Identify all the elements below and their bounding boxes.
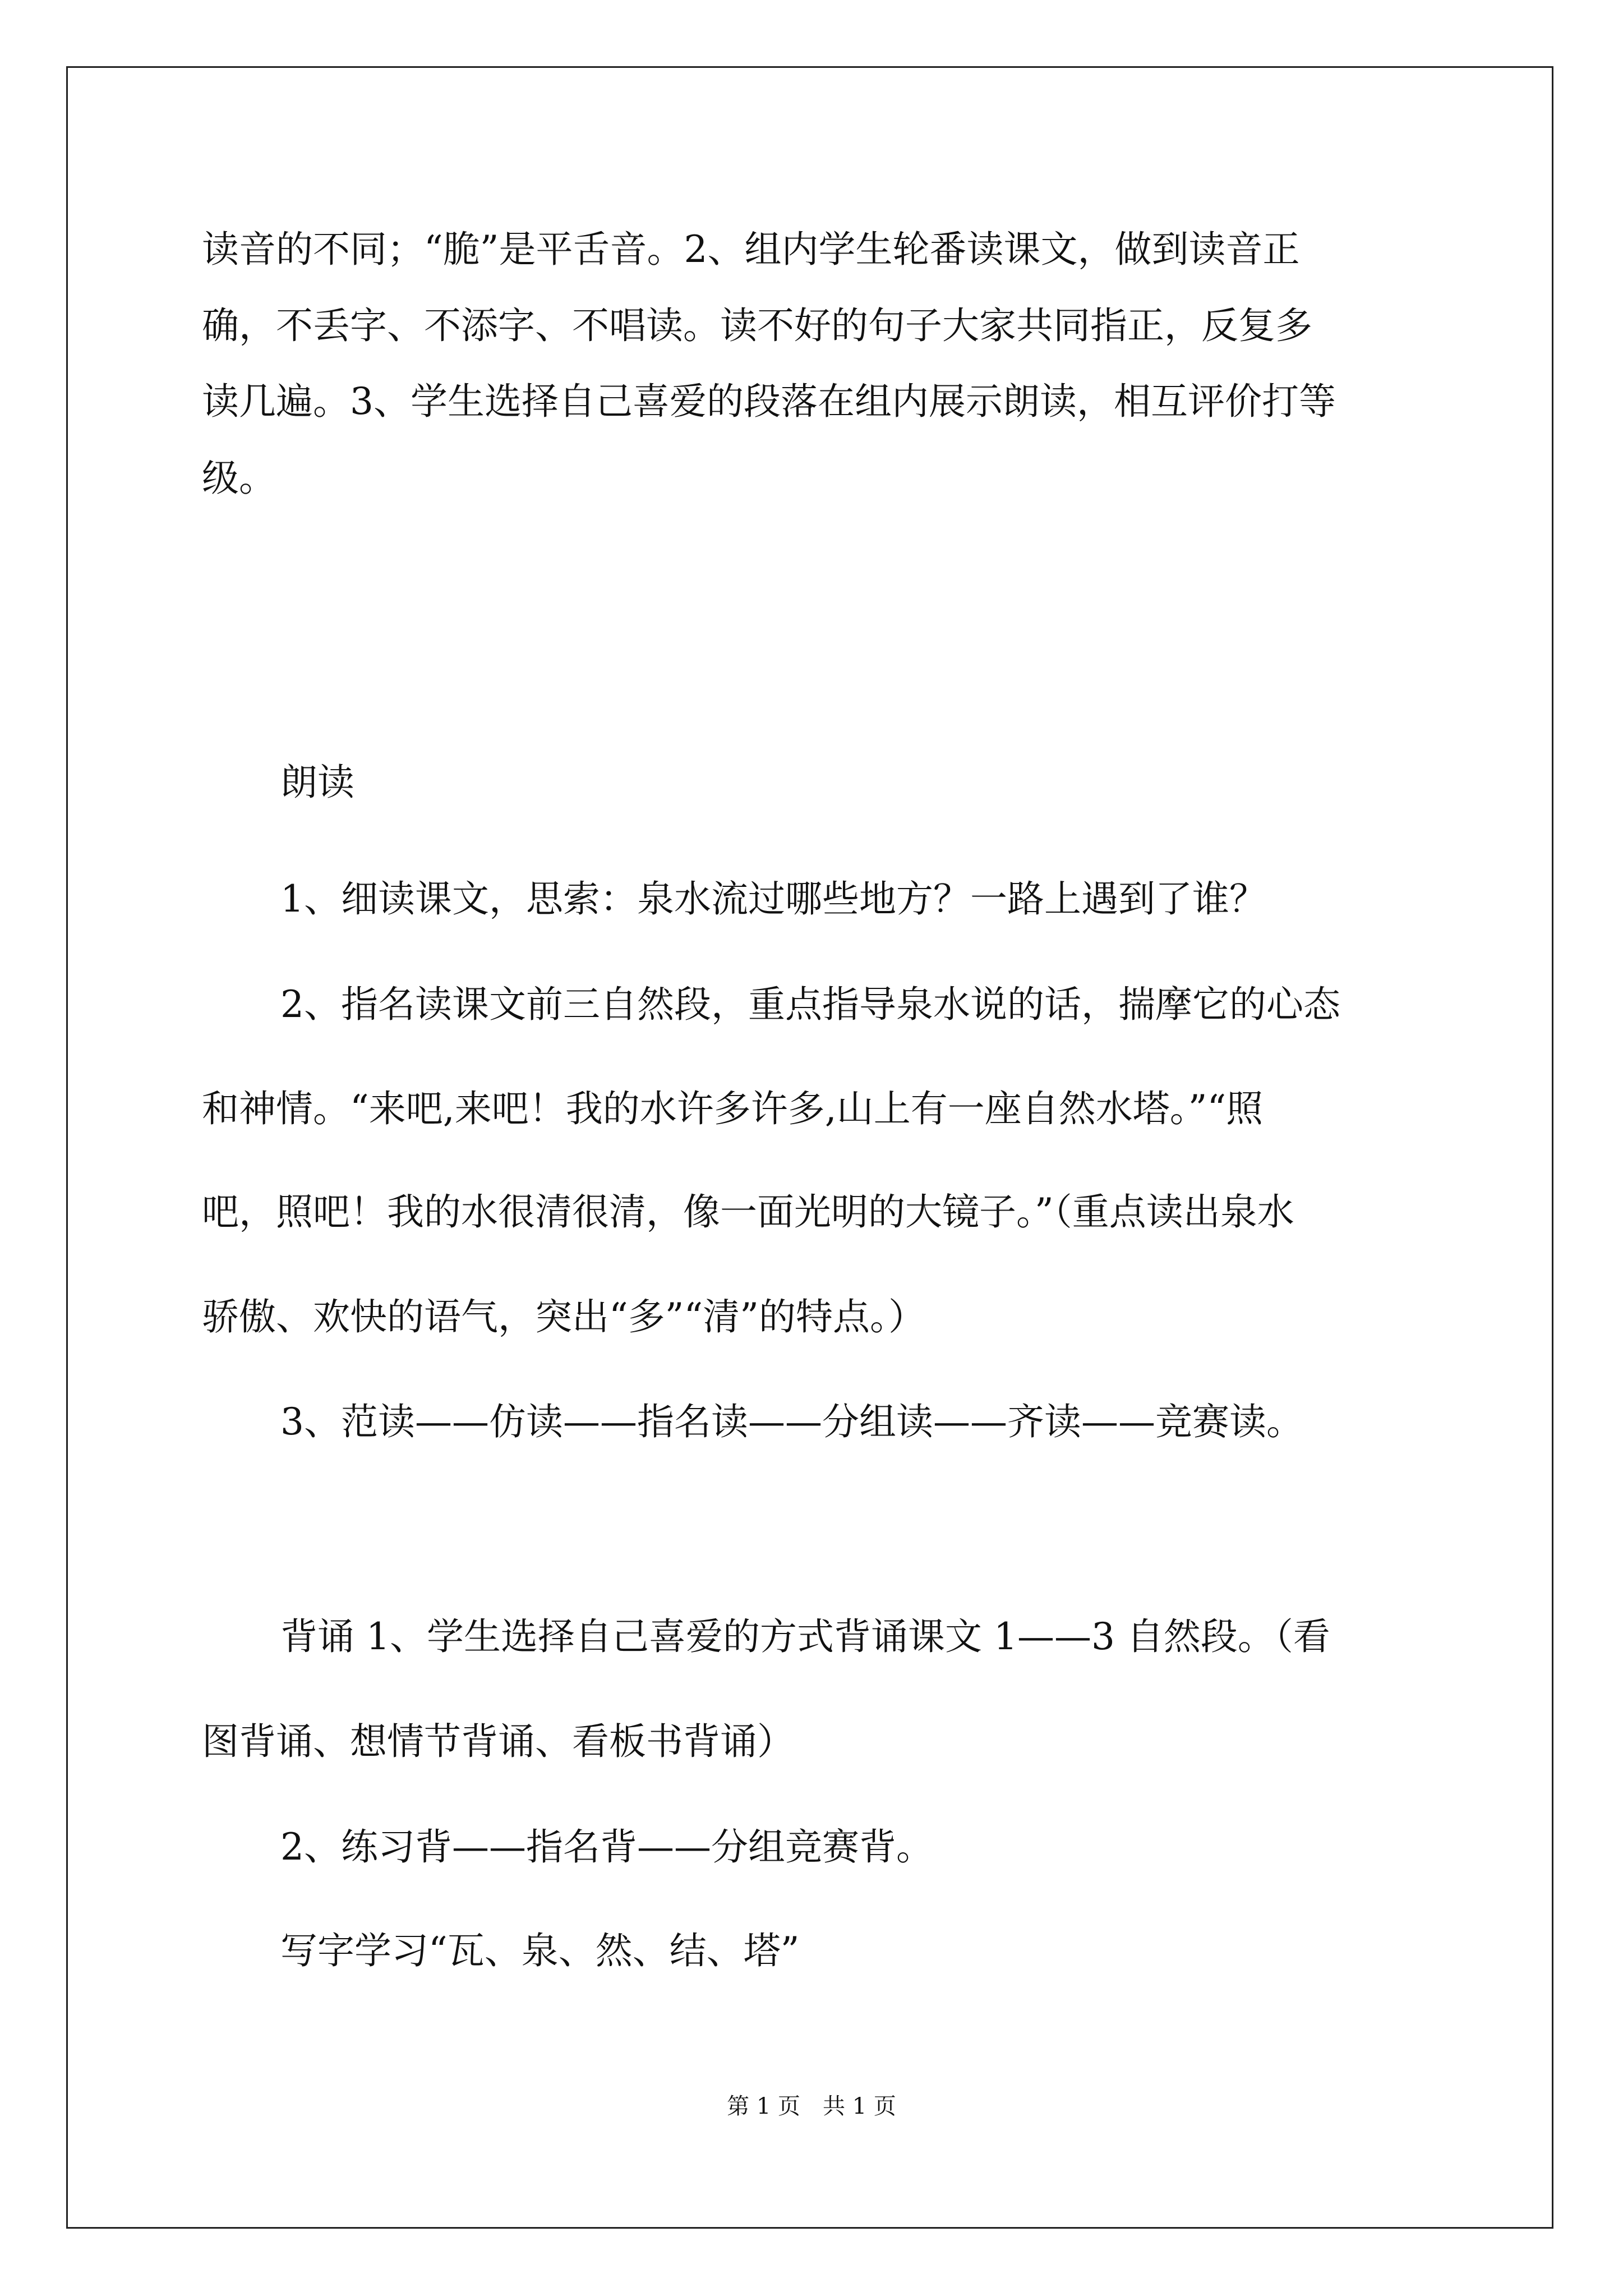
text-line: 写字学习“瓦、泉、然、结、塔” [280, 1929, 800, 1972]
text-line: 2、练习背——指名背——分组竞赛背。 [280, 1825, 933, 1869]
text-line: 2、指名读课文前三自然段，重点指导泉水说的话，揣摩它的心态 [280, 983, 1340, 1026]
text-line: 1、细读课文，思索：泉水流过哪些地方？一路上遇到了谁？ [280, 877, 1266, 921]
text-line: 和神情。“来吧,来吧！我的水许多许多,山上有一座自然水塔。”“照 [202, 1087, 1264, 1130]
page-footer: 第 1 页 共 1 页 [727, 2093, 896, 2119]
text-line: 吧，照吧！我的水很清很清，像一面光明的大镜子。”（重点读出泉水 [202, 1190, 1294, 1234]
section-heading: 朗读 [280, 761, 354, 804]
text-line: 背诵 1、学生选择自己喜爱的方式背诵课文 1——3 自然段。（看 [280, 1615, 1330, 1658]
text-line: 读几遍。3、学生选择自己喜爱的段落在组内展示朗读，相互评价打等 [202, 380, 1336, 423]
text-line: 级。 [202, 457, 276, 500]
text-line: 3、范读——仿读——指名读——分组读——齐读——竞赛读。 [280, 1400, 1303, 1443]
text-line: 读音的不同；“脆”是平舌音。2、组内学生轮番读课文，做到读音正 [202, 228, 1300, 271]
text-line: 图背诵、想情节背诵、看板书背诵） [202, 1720, 794, 1763]
text-line: 骄傲、欢快的语气，突出“多”“清”的特点。） [202, 1295, 925, 1338]
text-line: 确，不丢字、不添字、不唱读。读不好的句子大家共同指正，反复多 [202, 304, 1312, 347]
